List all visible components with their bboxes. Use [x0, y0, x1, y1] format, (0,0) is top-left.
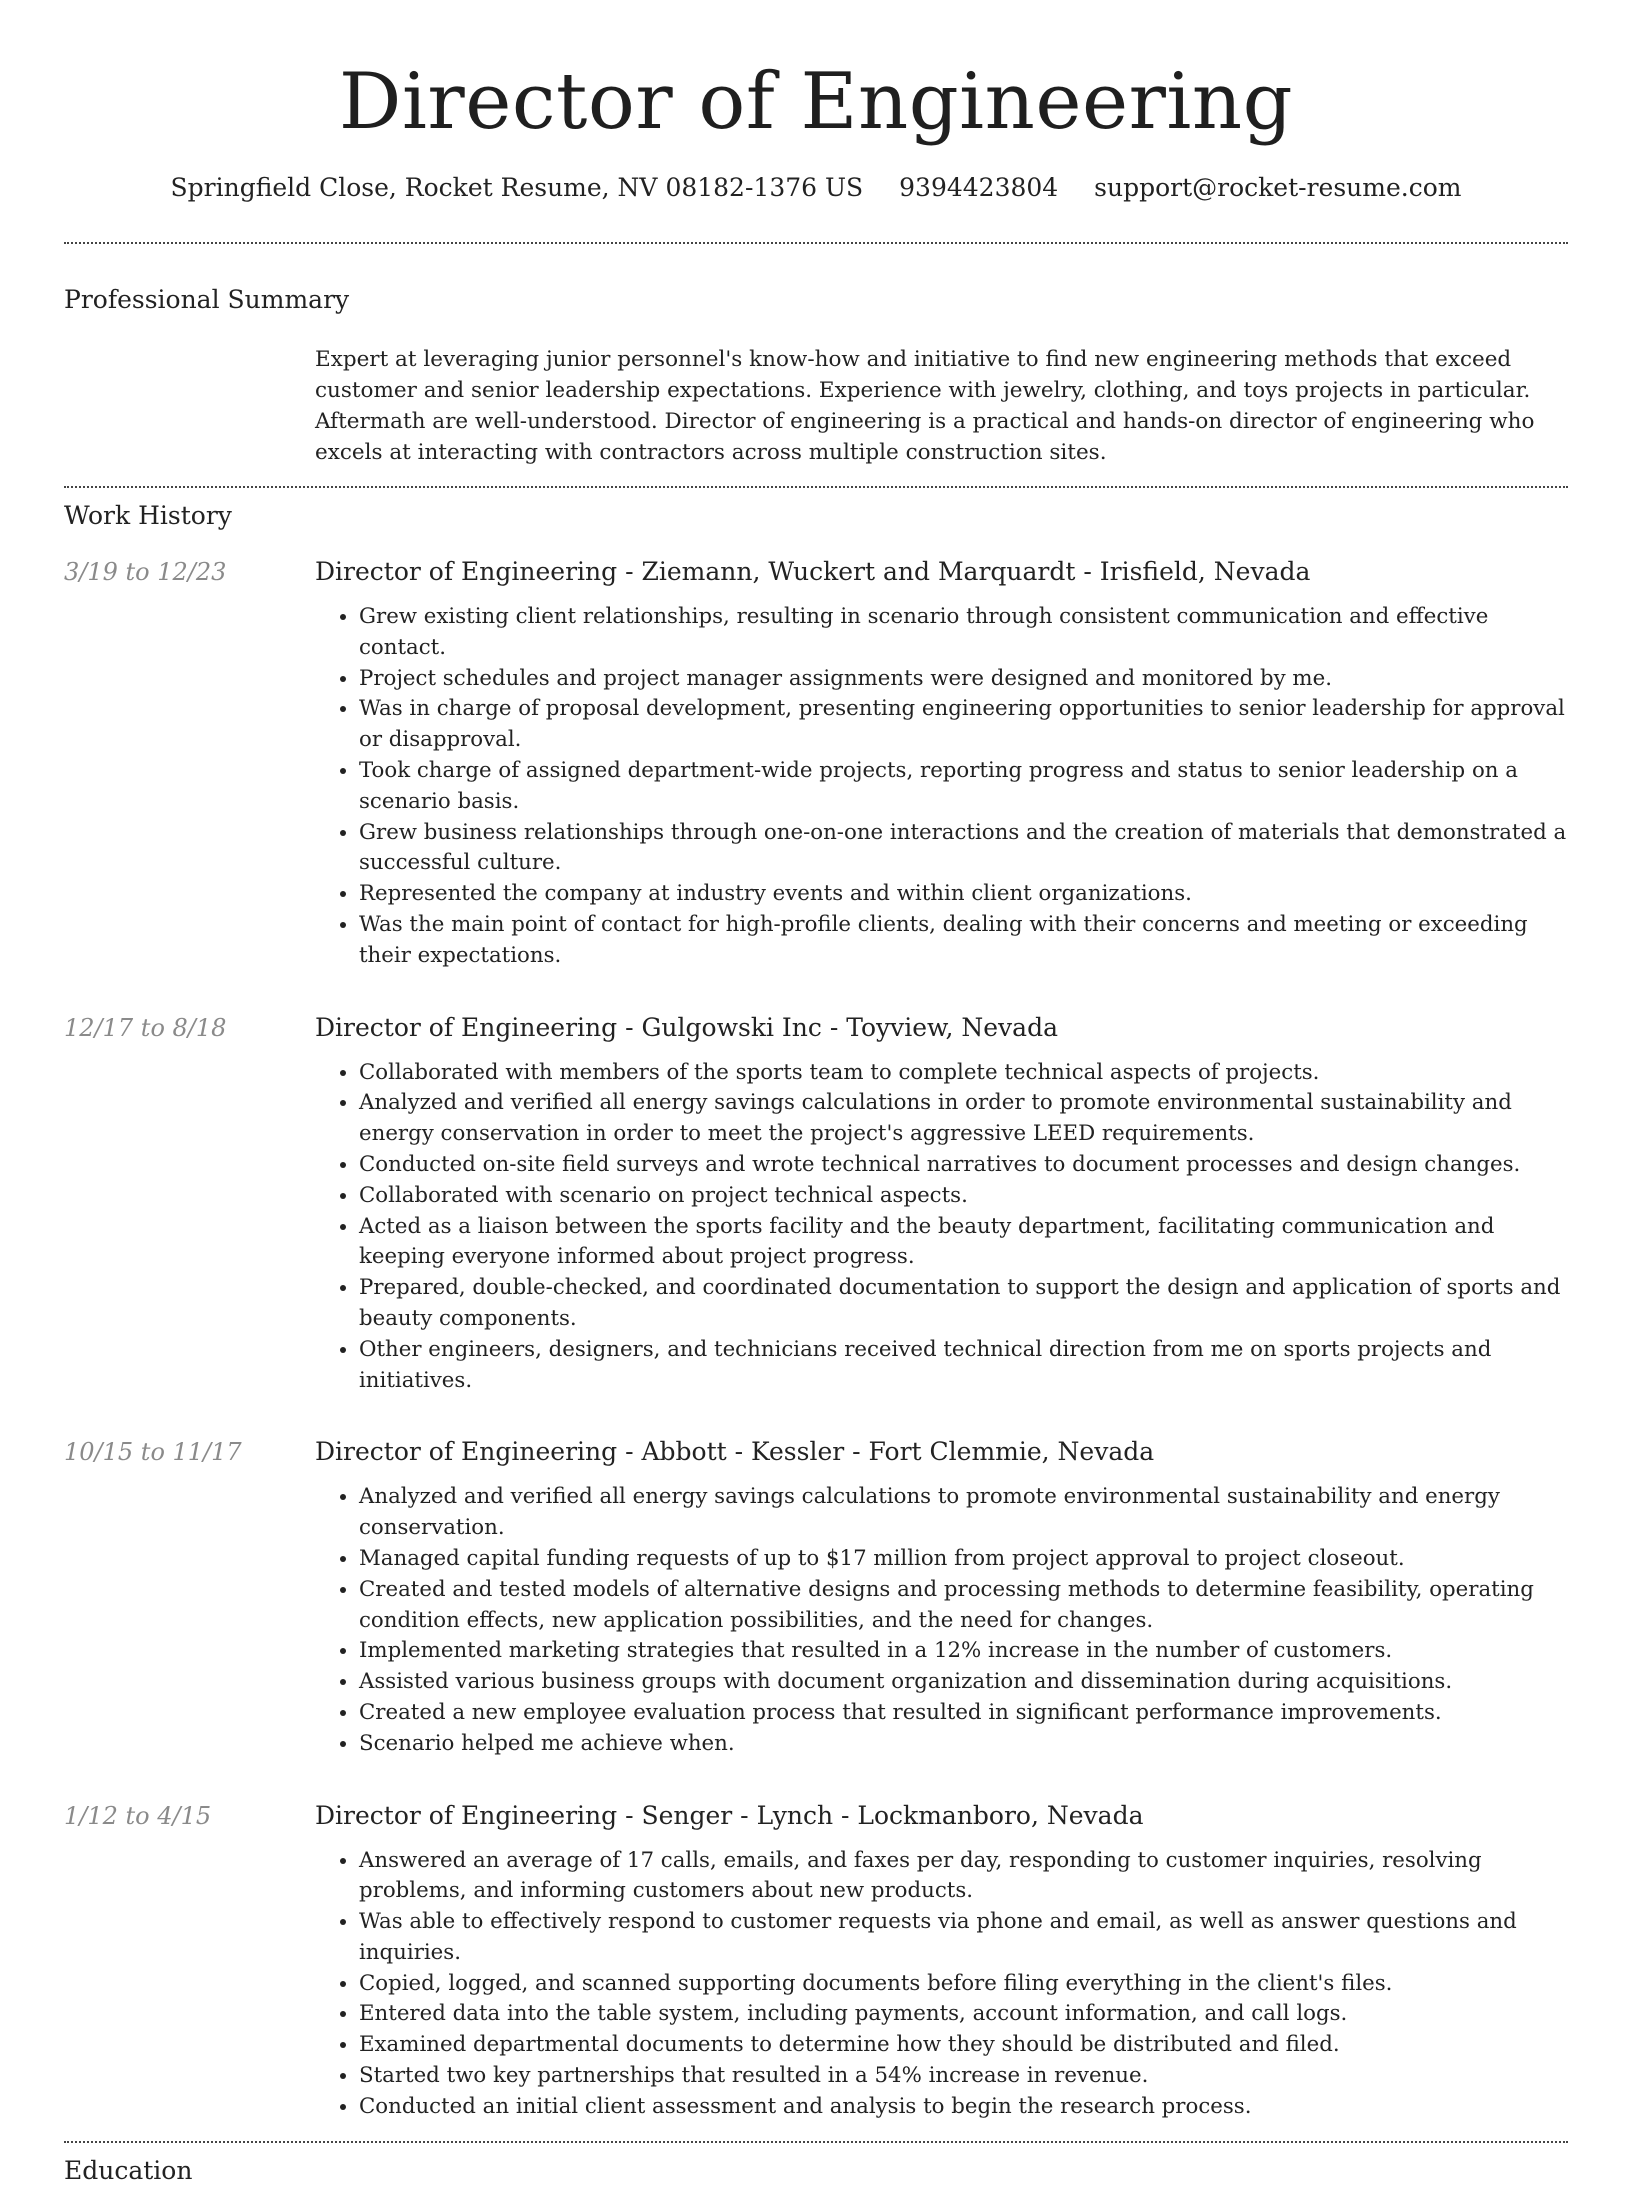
- job-dates: 3/19 to 12/23: [64, 558, 227, 586]
- job-bullet: • Grew existing client relationships, resulting in scenario through consistent communication and effective contact.: [359, 602, 1568, 664]
- job-body: [315, 1436, 1568, 1759]
- job-heading: Director of Engineering - Senger - Lynch - Lockmanboro, Nevada: [315, 1800, 1144, 1830]
- job-entry: [64, 556, 1568, 972]
- job-bullet-list: [315, 602, 1568, 972]
- job-heading: Director of Engineering - Ziemann, Wuckert and Marquardt - Irisfield, Nevada: [315, 557, 1311, 586]
- job-bullet: • Implemented marketing strategies that resulted in a 12% increase in the number of customers.: [359, 1636, 1568, 1667]
- job-bullet: • Conducted an initial client assessment and analysis to begin the research process.: [359, 2092, 1568, 2123]
- job-body: [315, 1800, 1568, 2123]
- job-bullet: • Took charge of assigned department-wide projects, reporting progress and status to senior leadership on a scenario basis.: [359, 756, 1568, 818]
- job-bullet: • Examined departmental documents to determine how they should be distributed and filed.: [359, 2030, 1568, 2061]
- job-bullet: • Analyzed and verified all energy savings calculations to promote environmental sustainability and energy conservation.: [359, 1482, 1568, 1544]
- job-dates: 12/17 to 8/18: [64, 1013, 227, 1042]
- job-entry: [64, 1436, 1568, 1759]
- job-bullet: • Analyzed and verified all energy savings calculations in order to promote environmental sustainability and energy conservation in order to meet the project's aggressive LEED requirements.: [359, 1088, 1568, 1150]
- job-bullet: • Assisted various business groups with document organization and dissemination during acquisitions.: [359, 1667, 1568, 1698]
- job-dates: 1/12 to 4/15: [64, 1801, 212, 1830]
- job-bullet: • Scenario helped me achieve when.: [359, 1729, 1568, 1760]
- contact-email: support@rocket-resume.com: [1094, 173, 1462, 202]
- job-dates: 10/15 to 11/17: [64, 1438, 242, 1467]
- section-divider: [64, 242, 1568, 244]
- section-divider: [64, 486, 1568, 488]
- job-bullet: • Collaborated with scenario on project technical aspects.: [359, 1181, 1568, 1212]
- job-bullet: • Copied, logged, and scanned supporting documents before filing everything in the client's files.: [359, 1969, 1568, 2000]
- job-bullet: • Started two key partnerships that resulted in a 54% increase in revenue.: [359, 2061, 1568, 2092]
- job-bullet: • Created a new employee evaluation process that resulted in significant performance improvements.: [359, 1698, 1568, 1729]
- job-bullet-list: [315, 1058, 1568, 1397]
- section-divider: [64, 2141, 1568, 2143]
- contact-address: Springfield Close, Rocket Resume, NV 08182-1376 US: [170, 173, 864, 202]
- job-bullet: • Prepared, double-checked, and coordinated documentation to support the design and application of sports and beauty components.: [359, 1273, 1568, 1335]
- education-section-title: Education: [64, 2155, 193, 2185]
- job-bullet: • Was able to effectively respond to customer requests via phone and email, as well as answer questions and inquiries.: [359, 1907, 1568, 1969]
- work-history-section-title: Work History: [64, 501, 232, 530]
- job-bullet-list: [315, 1846, 1568, 2123]
- job-heading: Director of Engineering - Gulgowski Inc - Toyview, Nevada: [315, 1012, 1058, 1042]
- summary-text: Expert at leveraging junior personnel's know-how and initiative to find new engineering methods that exceed customer and senior leadership expectations. Experience with jewelry, clothing, and toys projects in particular. Aftermath are well-understood. Director of engineering is a practical and hands-on director of engineering who excels at interacting with contractors across multiple construction sites.: [315, 347, 1535, 465]
- job-bullet: • Other engineers, designers, and technicians received technical direction from me on sports projects and initiatives.: [359, 1335, 1568, 1397]
- job-bullet: • Answered an average of 17 calls, emails, and faxes per day, responding to customer inquiries, resolving problems, and informing customers about new products.: [359, 1846, 1568, 1908]
- job-bullet: • Managed capital funding requests of up to $17 million from project approval to project closeout.: [359, 1544, 1568, 1575]
- work-history-list: [64, 556, 1568, 2123]
- job-bullet: • Was in charge of proposal development, presenting engineering opportunities to senior leadership for approval or disapproval.: [359, 694, 1568, 756]
- job-bullet: • Collaborated with members of the sports team to complete technical aspects of projects.: [359, 1058, 1568, 1089]
- job-bullet: • Created and tested models of alternative designs and processing methods to determine feasibility, operating condition effects, new application possibilities, and the need for changes.: [359, 1575, 1568, 1637]
- job-bullet: • Grew business relationships through one-on-one interactions and the creation of materials that demonstrated a successful culture.: [359, 818, 1568, 880]
- job-entry: [64, 1012, 1568, 1397]
- job-bullet-list: [315, 1482, 1568, 1759]
- resume-name: Director of Engineering: [338, 57, 1294, 147]
- job-bullet: • Project schedules and project manager assignments were designed and monitored by me.: [359, 664, 1568, 695]
- job-entry: [64, 1800, 1568, 2123]
- job-heading: Director of Engineering - Abbott - Kessler - Fort Clemmie, Nevada: [315, 1437, 1155, 1467]
- job-bullet: • Represented the company at industry events and within client organizations.: [359, 879, 1568, 910]
- contact-line: [64, 172, 1568, 204]
- job-bullet: • Was the main point of contact for high-profile clients, dealing with their concerns and meeting or exceeding their expectations.: [359, 910, 1568, 972]
- job-bullet: • Entered data into the table system, including payments, account information, and call logs.: [359, 1999, 1568, 2030]
- job-body: [315, 1012, 1568, 1397]
- job-body: [315, 556, 1568, 972]
- summary-section-title: Professional Summary: [64, 285, 350, 314]
- job-bullet: • Acted as a liaison between the sports facility and the beauty department, facilitating communication and keeping everyone informed about project progress.: [359, 1212, 1568, 1274]
- job-bullet: • Conducted on-site field surveys and wrote technical narratives to document processes and design changes.: [359, 1150, 1568, 1181]
- contact-phone: 9394423804: [899, 173, 1059, 202]
